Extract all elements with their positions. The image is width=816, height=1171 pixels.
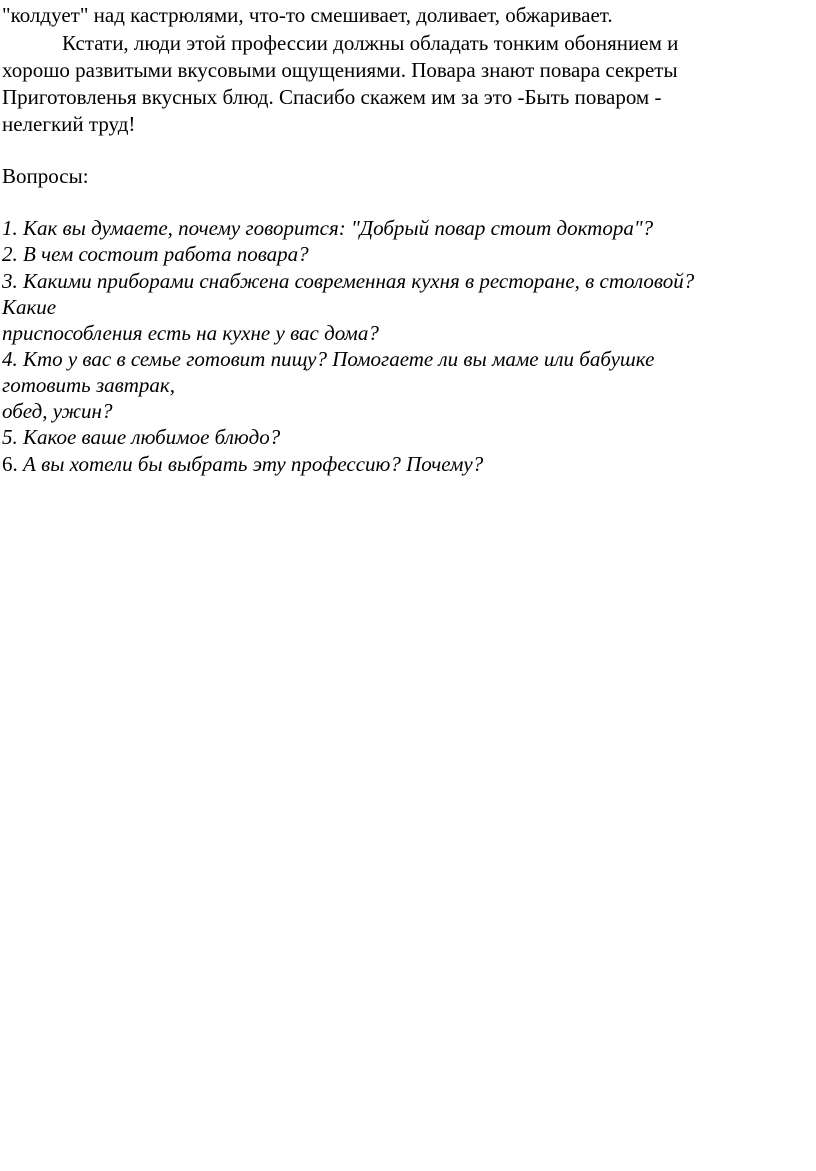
question-4-line-1: 4. Кто у вас в семье готовит пищу? Помогаете ли вы маме или бабушке <box>2 347 655 371</box>
question-2: 2. В чем состоит работа повара? <box>2 242 309 266</box>
questions-heading: Вопросы: <box>2 164 89 188</box>
question-1: 1. Как вы думаете, почему говорится: "Добрый повар стоит доктора"? <box>2 216 654 240</box>
question-3-line-1: 3. Какими приборами снабжена современная кухня в ресторане, в столовой? <box>2 269 695 293</box>
question-3-line-2: Какие <box>2 295 57 319</box>
question-6 <box>2 451 483 477</box>
paragraph-line-4: Приготовленья вкусных блюд. Спасибо скажем им за это -Быть поваром - <box>2 85 662 109</box>
question-4-line-3: обед, ужин? <box>2 399 113 423</box>
question-3-line-3: приспособления есть на кухне у вас дома? <box>2 321 379 345</box>
question-4-line-2: готовить завтрак, <box>2 373 175 397</box>
paragraph-line-1: "колдует" над кастрюлями, что-то смешивает, доливает, обжаривает. <box>2 3 613 27</box>
question-6-text: А вы хотели бы выбрать эту профессию? Почему? <box>17 452 484 476</box>
question-5: 5. Какое ваше любимое блюдо? <box>2 425 281 449</box>
paragraph-line-3: хорошо развитыми вкусовыми ощущениями. Повара знают повара секреты <box>2 58 678 82</box>
paragraph-line-2: Кстати, люди этой профессии должны обладать тонким обонянием и <box>62 31 679 55</box>
paragraph-line-5: нелегкий труд! <box>2 112 136 136</box>
question-6-number: 6. <box>2 452 18 476</box>
